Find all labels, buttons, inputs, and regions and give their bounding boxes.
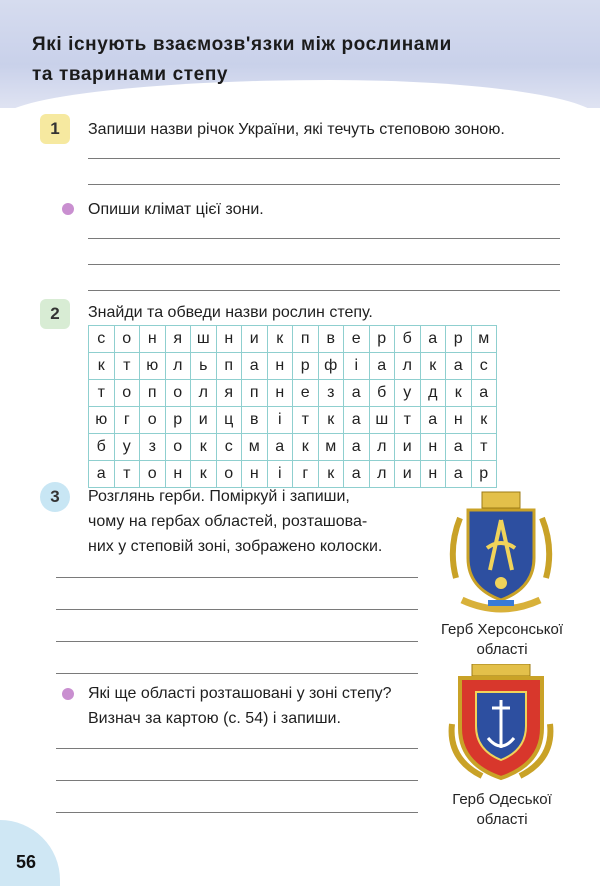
grid-cell[interactable]: к	[267, 326, 293, 353]
grid-cell[interactable]: т	[395, 407, 421, 434]
answer-line[interactable]	[56, 748, 418, 749]
grid-cell[interactable]: п	[242, 380, 268, 407]
grid-cell[interactable]: с	[216, 434, 242, 461]
grid-row	[89, 407, 497, 434]
grid-cell[interactable]: о	[165, 380, 191, 407]
grid-cell[interactable]: н	[446, 407, 472, 434]
grid-cell[interactable]: о	[114, 380, 140, 407]
word-search-grid[interactable]	[88, 325, 497, 488]
grid-cell[interactable]: а	[267, 434, 293, 461]
grid-cell[interactable]: т	[471, 434, 497, 461]
task-2-badge: 2	[40, 299, 70, 329]
grid-cell[interactable]: п	[216, 353, 242, 380]
grid-cell[interactable]: р	[471, 461, 497, 488]
grid-cell[interactable]: ф	[318, 353, 344, 380]
odesa-coat-of-arms-icon	[442, 664, 560, 784]
grid-cell[interactable]: а	[420, 326, 446, 353]
grid-cell[interactable]: н	[420, 461, 446, 488]
grid-cell[interactable]: а	[89, 461, 115, 488]
grid-cell[interactable]: к	[191, 461, 217, 488]
grid-cell[interactable]: м	[242, 434, 268, 461]
grid-cell[interactable]: г	[114, 407, 140, 434]
grid-cell[interactable]: н	[242, 461, 268, 488]
page-number: 56	[16, 852, 37, 872]
grid-cell[interactable]: с	[471, 353, 497, 380]
grid-cell[interactable]: л	[165, 353, 191, 380]
grid-cell[interactable]: е	[344, 326, 370, 353]
title-line-2: та тваринами степу	[32, 64, 229, 85]
grid-row	[89, 326, 497, 353]
grid-cell[interactable]: о	[140, 407, 166, 434]
task-1-text: Запиши назви річок України, які течуть степовою зоною.	[88, 121, 505, 138]
grid-cell[interactable]: я	[216, 380, 242, 407]
kherson-caption-2: області	[476, 641, 528, 658]
task-2-text: Знайди та обведи назви рослин степу.	[88, 304, 373, 321]
grid-cell[interactable]: т	[114, 353, 140, 380]
answer-line[interactable]	[88, 290, 560, 291]
task-3-subtext-1: Які ще області розташовані у зоні степу?	[88, 685, 392, 702]
grid-cell[interactable]: в	[242, 407, 268, 434]
grid-cell[interactable]: б	[89, 434, 115, 461]
grid-cell[interactable]: л	[395, 353, 421, 380]
bullet-icon	[62, 688, 74, 700]
grid-cell[interactable]: а	[344, 380, 370, 407]
grid-row	[89, 380, 497, 407]
answer-line[interactable]	[56, 673, 418, 674]
grid-cell[interactable]: о	[140, 461, 166, 488]
grid-cell[interactable]: о	[114, 326, 140, 353]
grid-cell[interactable]: л	[191, 380, 217, 407]
grid-cell[interactable]: о	[165, 434, 191, 461]
grid-cell[interactable]: к	[318, 461, 344, 488]
kherson-caption: Герб Херсонської	[440, 621, 564, 638]
grid-cell[interactable]: а	[369, 353, 395, 380]
grid-cell[interactable]: і	[267, 461, 293, 488]
grid-cell[interactable]: к	[471, 407, 497, 434]
grid-cell[interactable]: н	[420, 434, 446, 461]
bullet-icon	[62, 203, 74, 215]
grid-cell[interactable]: б	[395, 326, 421, 353]
grid-cell[interactable]: н	[267, 353, 293, 380]
grid-row	[89, 434, 497, 461]
grid-cell[interactable]: а	[344, 461, 370, 488]
grid-cell[interactable]: и	[242, 326, 268, 353]
title-line-1: Які існують взаємозв'язки між рослинами	[32, 34, 452, 55]
grid-cell[interactable]: а	[242, 353, 268, 380]
grid-cell[interactable]: а	[344, 407, 370, 434]
grid-cell[interactable]: к	[191, 434, 217, 461]
grid-cell[interactable]: п	[140, 380, 166, 407]
grid-cell[interactable]: и	[395, 434, 421, 461]
grid-cell[interactable]: в	[318, 326, 344, 353]
answer-line[interactable]	[88, 158, 560, 159]
grid-cell[interactable]: к	[318, 407, 344, 434]
answer-line[interactable]	[56, 812, 418, 813]
task-3-line-3: них у степовій зоні, зображено колоски.	[88, 538, 383, 555]
grid-cell[interactable]: а	[446, 461, 472, 488]
grid-cell[interactable]: я	[165, 326, 191, 353]
grid-cell[interactable]: а	[446, 434, 472, 461]
grid-cell[interactable]: а	[471, 380, 497, 407]
odesa-caption: Герб Одеської	[452, 791, 552, 808]
grid-cell[interactable]: н	[267, 380, 293, 407]
grid-cell[interactable]: ь	[191, 353, 217, 380]
odesa-caption-2: області	[476, 811, 528, 828]
grid-cell[interactable]: о	[216, 461, 242, 488]
task-3-badge: 3	[40, 482, 70, 512]
grid-cell[interactable]: к	[293, 434, 319, 461]
grid-cell[interactable]: ш	[369, 407, 395, 434]
grid-cell[interactable]: т	[89, 380, 115, 407]
grid-cell[interactable]: б	[369, 380, 395, 407]
task-3-line-1: Розглянь герби. Поміркуй і запиши,	[88, 488, 350, 505]
answer-line[interactable]	[56, 609, 418, 610]
grid-cell[interactable]: т	[293, 407, 319, 434]
grid-cell[interactable]: т	[114, 461, 140, 488]
grid-cell[interactable]: к	[446, 380, 472, 407]
grid-cell[interactable]: і	[344, 353, 370, 380]
answer-line[interactable]	[56, 577, 418, 578]
grid-cell[interactable]: р	[165, 407, 191, 434]
grid-cell[interactable]: з	[140, 434, 166, 461]
grid-cell[interactable]: р	[369, 326, 395, 353]
grid-cell[interactable]: а	[446, 353, 472, 380]
grid-cell[interactable]: н	[216, 326, 242, 353]
grid-cell[interactable]: н	[165, 461, 191, 488]
grid-cell[interactable]: н	[140, 326, 166, 353]
grid-cell[interactable]: ю	[140, 353, 166, 380]
answer-line[interactable]	[56, 780, 418, 781]
grid-cell[interactable]: к	[420, 353, 446, 380]
task-3-line-2: чому на гербах областей, розташова-	[88, 513, 368, 530]
kherson-coat-of-arms-icon	[442, 488, 560, 618]
grid-cell[interactable]: и	[191, 407, 217, 434]
grid-cell[interactable]: у	[114, 434, 140, 461]
page-title	[32, 30, 572, 90]
task-3-subtext-2: Визнач за картою (с. 54) і запиши.	[88, 710, 341, 727]
grid-cell[interactable]: і	[267, 407, 293, 434]
grid-cell[interactable]: к	[89, 353, 115, 380]
grid-cell[interactable]: р	[446, 326, 472, 353]
grid-cell[interactable]: ц	[216, 407, 242, 434]
answer-line[interactable]	[88, 264, 560, 265]
grid-cell[interactable]: п	[293, 326, 319, 353]
answer-line[interactable]	[56, 641, 418, 642]
grid-cell[interactable]: л	[369, 461, 395, 488]
answer-line[interactable]	[88, 238, 560, 239]
grid-cell[interactable]: ш	[191, 326, 217, 353]
grid-cell[interactable]: л	[369, 434, 395, 461]
task-1-badge: 1	[40, 114, 70, 144]
grid-cell[interactable]: с	[89, 326, 115, 353]
grid-cell[interactable]: г	[293, 461, 319, 488]
task-1-subtext: Опиши клімат цієї зони.	[88, 201, 264, 218]
grid-row	[89, 353, 497, 380]
grid-cell[interactable]: и	[395, 461, 421, 488]
grid-cell[interactable]: а	[344, 434, 370, 461]
grid-cell[interactable]: у	[395, 380, 421, 407]
grid-cell[interactable]: ю	[89, 407, 115, 434]
grid-cell[interactable]: р	[293, 353, 319, 380]
grid-cell[interactable]: а	[420, 407, 446, 434]
grid-cell[interactable]: м	[318, 434, 344, 461]
grid-cell[interactable]: м	[471, 326, 497, 353]
grid-cell[interactable]: д	[420, 380, 446, 407]
grid-cell[interactable]: з	[318, 380, 344, 407]
answer-line[interactable]	[88, 184, 560, 185]
grid-cell[interactable]: е	[293, 380, 319, 407]
